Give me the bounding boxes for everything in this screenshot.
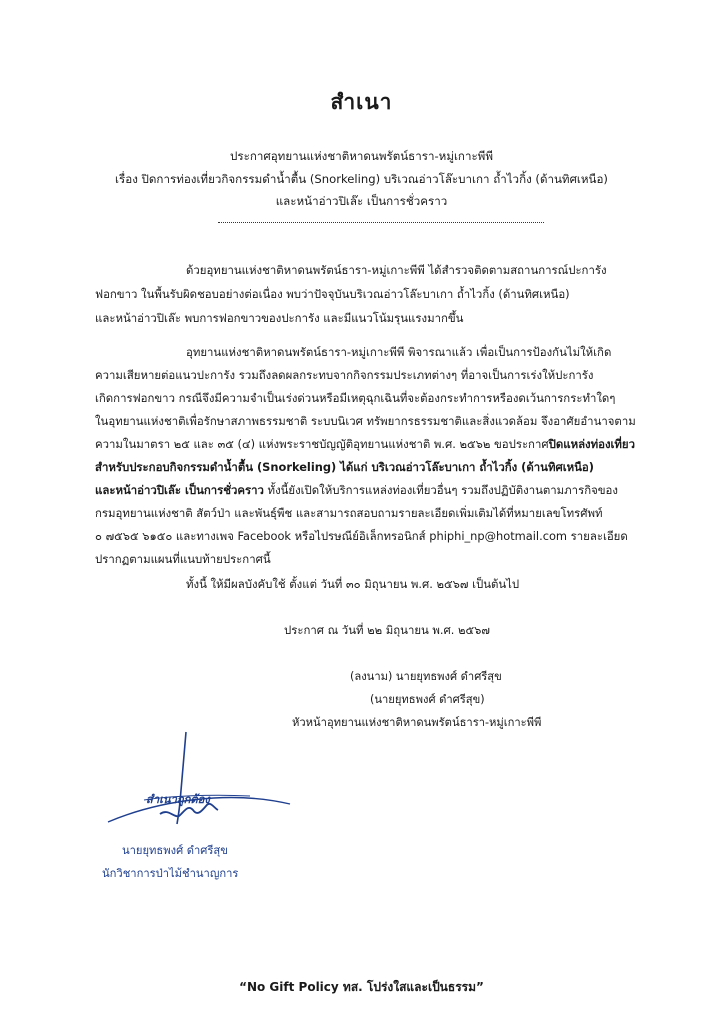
subject-line-2: และหน้าอ่าวปิเล๊ะ เป็นการชั่วคราว: [275, 194, 448, 208]
para2-line: ปรากฏตามแผนที่แนบท้ายประกาศนี้: [95, 552, 271, 566]
handwritten-signature: [100, 730, 300, 835]
signer-name: (นายยุทธพงศ์ ดำศรีสุข): [370, 693, 485, 706]
subject-line: เรื่อง ปิดการท่องเที่ยวกิจกรรมดำน้ำตื้น (Snorkeling) บริเวณอ่าวโล๊ะบาเกา ถ้ำไวกิ้ง (ด้านทิศเหนือ): [115, 172, 608, 186]
para2-line: อุทยานแห่งชาติหาดนพรัตน์ธารา-หมู่เกาะพีพี พิจารณาแล้ว เพื่อเป็นการป้องกันไม่ให้เกิด: [186, 345, 612, 359]
para1-line: และหน้าอ่าวปิเล๊ะ พบการฟอกขาวของปะการัง และมีแนวโน้มรุนแรงมากขึ้น: [95, 311, 464, 325]
para2-text: ทั้งนี้ยังเปิดให้บริการแหล่งท่องเที่ยวอื่นๆ รวมถึงปฏิบัติงานตามภารกิจของ: [263, 483, 618, 497]
signer-title: หัวหน้าอุทยานแห่งชาติหาดนพรัตน์ธารา-หมู่เกาะพีพี: [292, 716, 542, 729]
closure-emphasis: ปิดแหล่งท่องเที่ยว: [548, 437, 635, 451]
contact-line: ๐ ๗๕๖๕ ๖๑๕๐ และทางเพจ Facebook หรือไปรษณีย์อิเล็กทรอนิกส์ phiphi_np@hotmail.com รายละเอียด: [95, 529, 628, 543]
para2-line: เกิดการฟอกขาว กรณีจึงมีความจำเป็นเร่งด่วนหรือมีเหตุฉุกเฉินที่จะต้องกระทำการหรืองดเว้นการกระทำใดๆ: [95, 391, 616, 405]
announcement-heading: ประกาศอุทยานแห่งชาติหาดนพรัตน์ธารา-หมู่เกาะพีพี: [230, 149, 493, 163]
para2-line: กรมอุทยานแห่งชาติ สัตว์ป่า และพันธุ์พืช และสามารถสอบถามรายละเอียดเพิ่มเติมได้ที่หมายเลขโทรศัพท์: [95, 506, 603, 520]
closure-emphasis: และหน้าอ่าวปิเล๊ะ เป็นการชั่วคราว: [95, 483, 264, 497]
closure-emphasis-line: สำหรับประกอบกิจกรรมดำน้ำตื้น (Snorkeling) ได้แก่ บริเวณอ่าวโล๊ะบาเกา ถ้ำไวกิ้ง (ด้านทิศเหนือ): [95, 460, 594, 474]
para2-line: [95, 482, 618, 500]
certifier-title: นักวิชาการป่าไม้ชำนาญการ: [102, 867, 239, 880]
effective-date: ทั้งนี้ ให้มีผลบังคับใช้ ตั้งแต่ วันที่ ๓๐ มิถุนายน พ.ศ. ๒๕๖๗ เป็นต้นไป: [186, 577, 520, 591]
para1-line: ด้วยอุทยานแห่งชาติหาดนพรัตน์ธารา-หมู่เกาะพีพี ได้สำรวจติดตามสถานการณ์ปะการัง: [186, 263, 607, 277]
para2-line: ความเสียหายต่อแนวปะการัง รวมถึงลดผลกระทบจากกิจกรรมประเภทต่างๆ ที่อาจเป็นการเร่งให้ปะการัง: [95, 368, 594, 382]
para2-line: [95, 436, 635, 454]
certifier-name: นายยุทธพงศ์ ดำศรีสุข: [122, 844, 228, 857]
separator-dotted-line: [218, 222, 544, 223]
certified-copy-label: สำเนาถูกต้อง: [146, 793, 210, 806]
signer-signed: (ลงนาม) นายยุทธพงศ์ ดำศรีสุข: [350, 670, 502, 683]
para1-line: ฟอกขาว ในพื้นรับผิดชอบอย่างต่อเนื่อง พบว่าปัจจุบันบริเวณอ่าวโล๊ะบาเกา ถ้ำไวกิ้ง (ด้านทิศเหนือ): [95, 287, 570, 301]
para2-line: ในอุทยานแห่งชาติเพื่อรักษาสภาพธรรมชาติ ระบบนิเวศ ทรัพยากรธรรมชาติและสิ่งแวดล้อม จึงอาศัยอำนาจตาม: [95, 414, 636, 428]
announcement-date: ประกาศ ณ วันที่ ๒๒ มิถุนายน พ.ศ. ๒๕๖๗: [284, 623, 490, 637]
no-gift-policy-footer: “No Gift Policy ทส. โปร่งใสและเป็นธรรม”: [239, 980, 484, 994]
document-title: สำเนา: [330, 90, 393, 114]
para2-text: ความในมาตรา ๒๕ และ ๓๕ (๔) แห่งพระราชบัญญัติอุทยานแห่งชาติ พ.ศ. ๒๕๖๒ ขอประกาศ: [95, 437, 549, 451]
